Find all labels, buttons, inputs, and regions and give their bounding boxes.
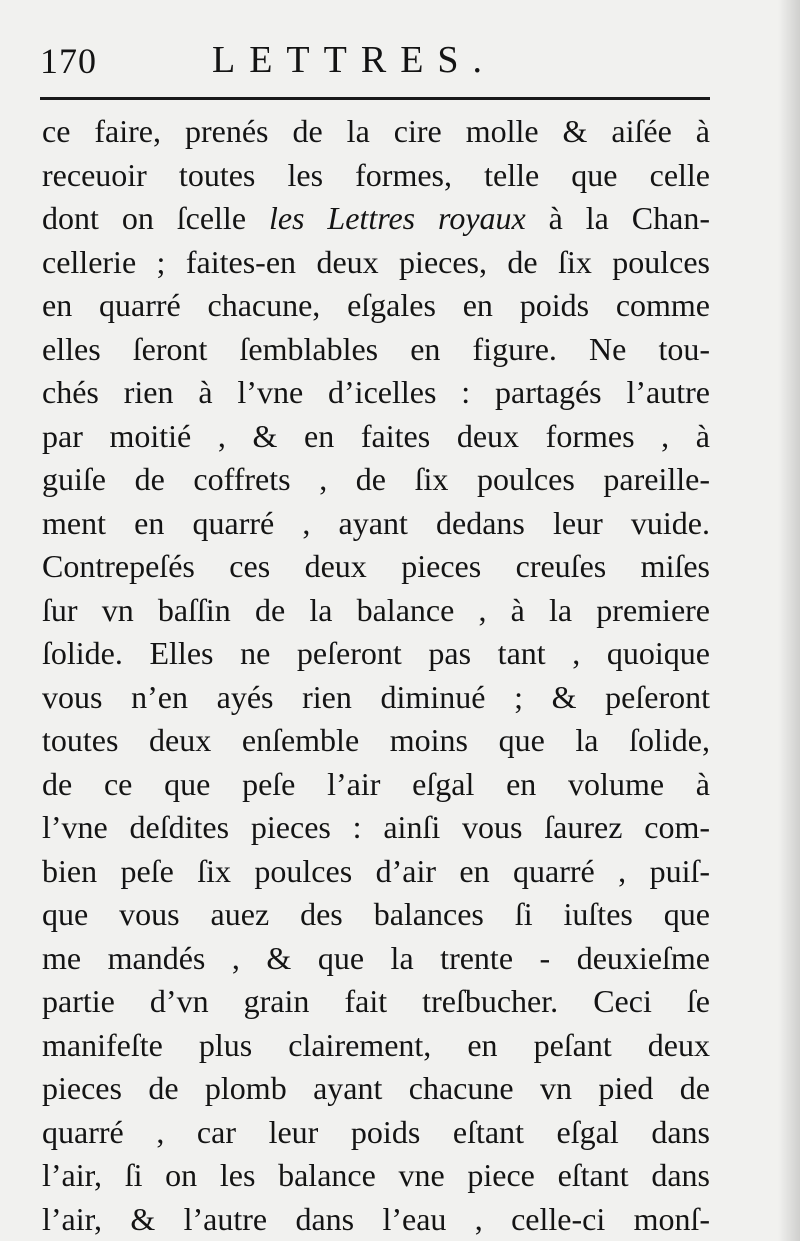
text-line: ſolide. Elles ne peſeront pas tant , quoique	[42, 635, 710, 671]
running-title: LETTRES.	[212, 39, 497, 81]
text-line: partie d’vn grain fait treſbucher. Ceci ſe	[42, 983, 710, 1019]
body-text	[42, 110, 710, 1241]
text-line: ſur vn baſſin de la balance , à la premiere	[42, 591, 710, 628]
page-header	[40, 34, 710, 90]
text-segment: à la Chan-	[525, 200, 710, 236]
text-line: l’vne deſdites pieces : ainſi vous ſaurez com-	[42, 809, 710, 845]
text-line: par moitié , & en faites deux formes , à	[42, 417, 710, 454]
text-line: chés rien à l’vne d’icelles : partagés l’autre	[42, 374, 710, 410]
header-rule	[40, 97, 710, 100]
text-line: quarré , car leur poids eſtant eſgal dans	[42, 1113, 710, 1150]
text-line	[42, 197, 710, 241]
text-segment: dont on ſcelle	[42, 200, 269, 236]
text-line: manifeſte plus clairement, en peſant deux	[42, 1026, 710, 1063]
text-line: de ce que peſe l’air eſgal en volume à	[42, 765, 710, 802]
text-line: me mandés , & que la trente - deuxieſme	[42, 939, 710, 976]
text-line: cellerie ; faites-en deux pieces, de ſix poulces	[42, 243, 710, 280]
text-line: que vous auez des balances ſi iuſtes que	[42, 896, 710, 932]
text-line: Contrepeſés ces deux pieces creuſes miſes	[42, 548, 710, 584]
text-line: ce faire, prenés de la cire molle & aiſée à	[42, 113, 710, 149]
text-line: receuoir toutes les formes, telle que celle	[42, 156, 710, 193]
text-line: vous n’en ayés rien diminué ; & peſeront	[42, 678, 710, 715]
text-line: ment en quarré , ayant dedans leur vuide.	[42, 504, 710, 541]
text-line: elles ſeront ſemblables en figure. Ne tou-	[42, 330, 710, 367]
text-line: l’air, ſi on les balance vne piece eſtant dans	[42, 1157, 710, 1193]
text-line: en quarré chacune, eſgales en poids comme	[42, 287, 710, 323]
italic-title: les Lettres royaux	[268, 200, 526, 236]
text-line: bien peſe ſix poulces d’air en quarré , puiſ-	[42, 852, 710, 889]
text-line: toutes deux enſemble moins que la ſolide,	[42, 722, 710, 758]
page-edge-shadow	[778, 0, 800, 1241]
text-line: pieces de plomb ayant chacune vn pied de	[42, 1070, 710, 1106]
text-line: l’air, & l’autre dans l’eau , celle-ci monſ-	[42, 1200, 710, 1237]
text-line: guiſe de coffrets , de ſix poulces pareille-	[42, 461, 710, 497]
page-number: 170	[40, 41, 97, 81]
